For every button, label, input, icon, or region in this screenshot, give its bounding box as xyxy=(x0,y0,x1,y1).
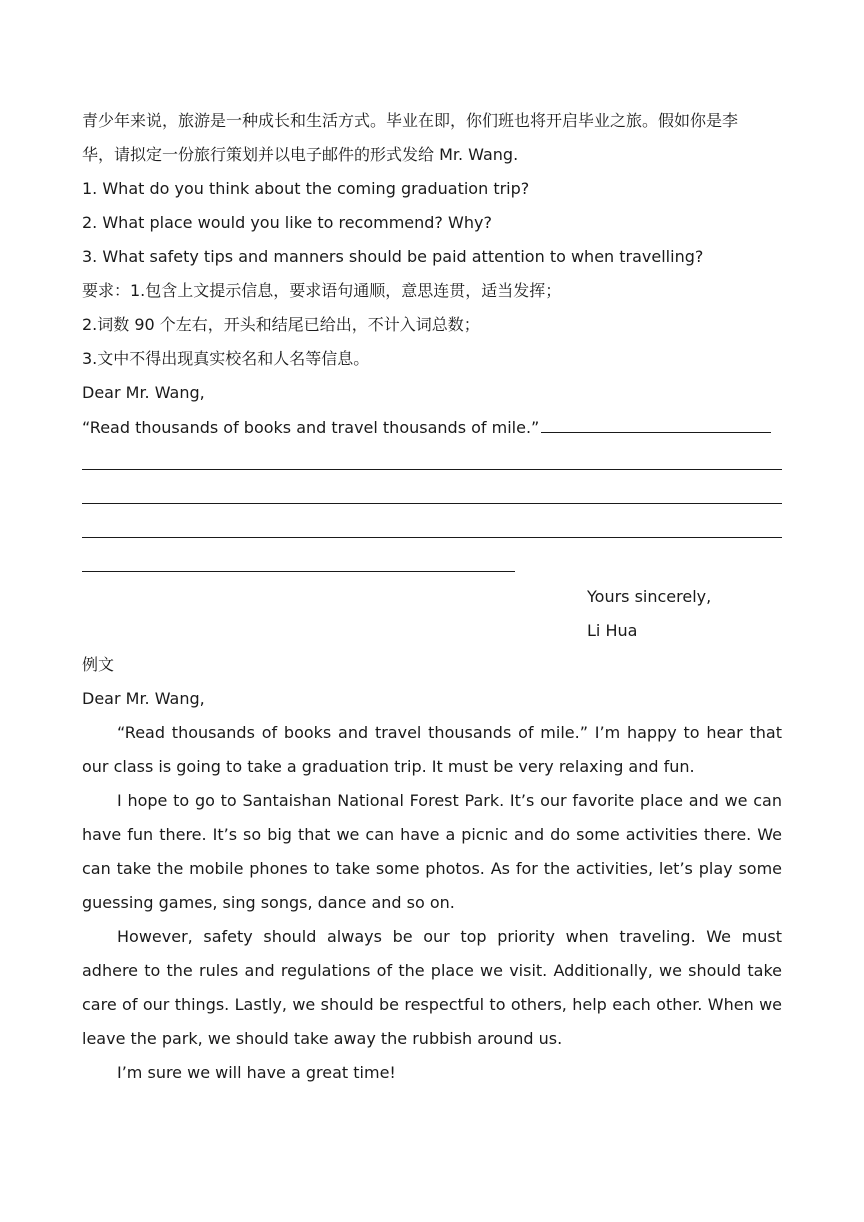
letter-signature: Li Hua xyxy=(587,621,638,640)
question-2: 2. What place would you like to recommend? Why? xyxy=(82,213,492,232)
sample-paragraph-1: “Read thousands of books and travel thousands of mile.” I’m happy to hear that our class is going to take a graduation trip. It must be very relaxing and fun. xyxy=(82,723,782,776)
requirement-3: 3.文中不得出现真实校名和人名等信息。 xyxy=(82,349,370,368)
letter-opening-line xyxy=(82,410,782,444)
answer-blank-inline xyxy=(541,410,771,433)
requirement-2: 2.词数 90 个左右，开头和结尾已给出，不计入词总数； xyxy=(82,315,480,334)
sample-heading: 例文 xyxy=(82,655,115,674)
question-3: 3. What safety tips and manners should be paid attention to when travelling? xyxy=(82,247,704,266)
sample-greeting: Dear Mr. Wang, xyxy=(82,689,205,708)
answer-blank-line xyxy=(82,478,782,512)
task-intro-line-1: 青少年来说，旅游是一种成长和生活方式。毕业在即，你们班也将开启毕业之旅。假如你是李 xyxy=(82,111,739,130)
answer-blank-line-short xyxy=(82,546,515,580)
letter-closing: Yours sincerely, xyxy=(587,587,712,606)
requirement-1: 要求：1.包含上文提示信息，要求语句通顺，意思连贯，适当发挥； xyxy=(82,281,562,300)
answer-blank-line xyxy=(82,444,782,478)
answer-blank-line xyxy=(82,512,782,546)
opening-quote: “Read thousands of books and travel thousands of mile.” xyxy=(82,418,540,437)
sample-paragraph-2: I hope to go to Santaishan National Forest Park. It’s our favorite place and we can have fun there. It’s so big that we can have a picnic and do some activities there. We can take the mobile phones to take some photos. As for the activities, let’s play some guessing games, sing songs, dance and so on. xyxy=(82,791,782,912)
question-1: 1. What do you think about the coming graduation trip? xyxy=(82,179,530,198)
task-intro-line-2: 华，请拟定一份旅行策划并以电子邮件的形式发给 Mr. Wang. xyxy=(82,145,519,164)
sample-paragraph-3: However, safety should always be our top priority when traveling. We must adhere to the rules and regulations of the place we visit. Additionally, we should take care of our things. Lastly, we should be respectful to others, help each other. When we leave the park, we should take away the rubbish around us. xyxy=(82,927,782,1048)
document-page xyxy=(82,104,782,1090)
letter-greeting: Dear Mr. Wang, xyxy=(82,383,205,402)
sample-paragraph-4: I’m sure we will have a great time! xyxy=(117,1063,396,1082)
